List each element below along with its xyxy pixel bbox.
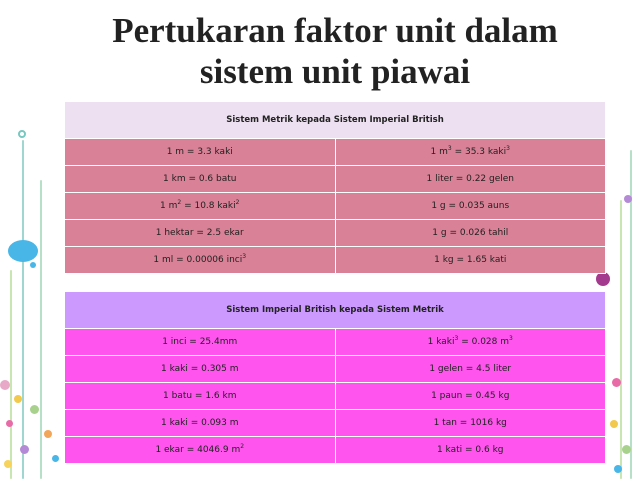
table-cell: 1 kaki = 0.305 m xyxy=(65,356,336,383)
table-cell: 1 paun = 0.45 kg xyxy=(335,383,606,410)
table-row xyxy=(65,139,606,166)
table-row xyxy=(65,329,606,356)
table-cell: 1 $m^3 = 35.3$ kaki$^3$ xyxy=(335,139,606,166)
table-row xyxy=(65,437,606,464)
slide-title xyxy=(60,10,610,92)
table-cell: 1 m = 3.3 kaki xyxy=(65,139,336,166)
table-row xyxy=(65,166,606,193)
metric-to-imperial-table xyxy=(64,101,606,274)
table-header: Sistem Metrik kepada Sistem Imperial British xyxy=(65,102,606,139)
table-cell: 1 $m^2 = 10.8$ kaki$^2$ xyxy=(65,193,336,220)
table-cell: 1 g = 0.026 tahil xyxy=(335,220,606,247)
table-row xyxy=(65,193,606,220)
table-row xyxy=(65,410,606,437)
table-row xyxy=(65,220,606,247)
table-cell: 1 inci = 25.4mm xyxy=(65,329,336,356)
table-cell: 1 gelen = 4.5 liter xyxy=(335,356,606,383)
table-header-row xyxy=(65,292,606,329)
table-cell: 1 ml = 0.00006 inci$^3$ xyxy=(65,247,336,274)
table-header: Sistem Imperial British kepada Sistem Metrik xyxy=(65,292,606,329)
table-row xyxy=(65,247,606,274)
table-header-row xyxy=(65,102,606,139)
table-row xyxy=(65,356,606,383)
table-cell: 1 kati = 0.6 kg xyxy=(335,437,606,464)
table-cell: 1 kaki = 0.093 m xyxy=(65,410,336,437)
table-cell: 1 kg = 1.65 kati xyxy=(335,247,606,274)
title-line-2: sistem unit piawai xyxy=(199,52,471,91)
imperial-to-metric-table xyxy=(64,291,606,464)
table-cell: 1 liter = 0.22 gelen xyxy=(335,166,606,193)
table-row xyxy=(65,383,606,410)
table-cell: 1 km = 0.6 batu xyxy=(65,166,336,193)
title-line-1: Pertukaran faktor unit dalam xyxy=(112,11,558,50)
table-cell: 1 kaki$^3$ = 0.028 $m^3$ xyxy=(335,329,606,356)
table-cell: 1 batu = 1.6 km xyxy=(65,383,336,410)
table-cell: 1 ekar = 4046.9 $m^2$ xyxy=(65,437,336,464)
table-cell: 1 tan = 1016 kg xyxy=(335,410,606,437)
table-cell: 1 g = 0.035 auns xyxy=(335,193,606,220)
table-cell: 1 hektar = 2.5 ekar xyxy=(65,220,336,247)
